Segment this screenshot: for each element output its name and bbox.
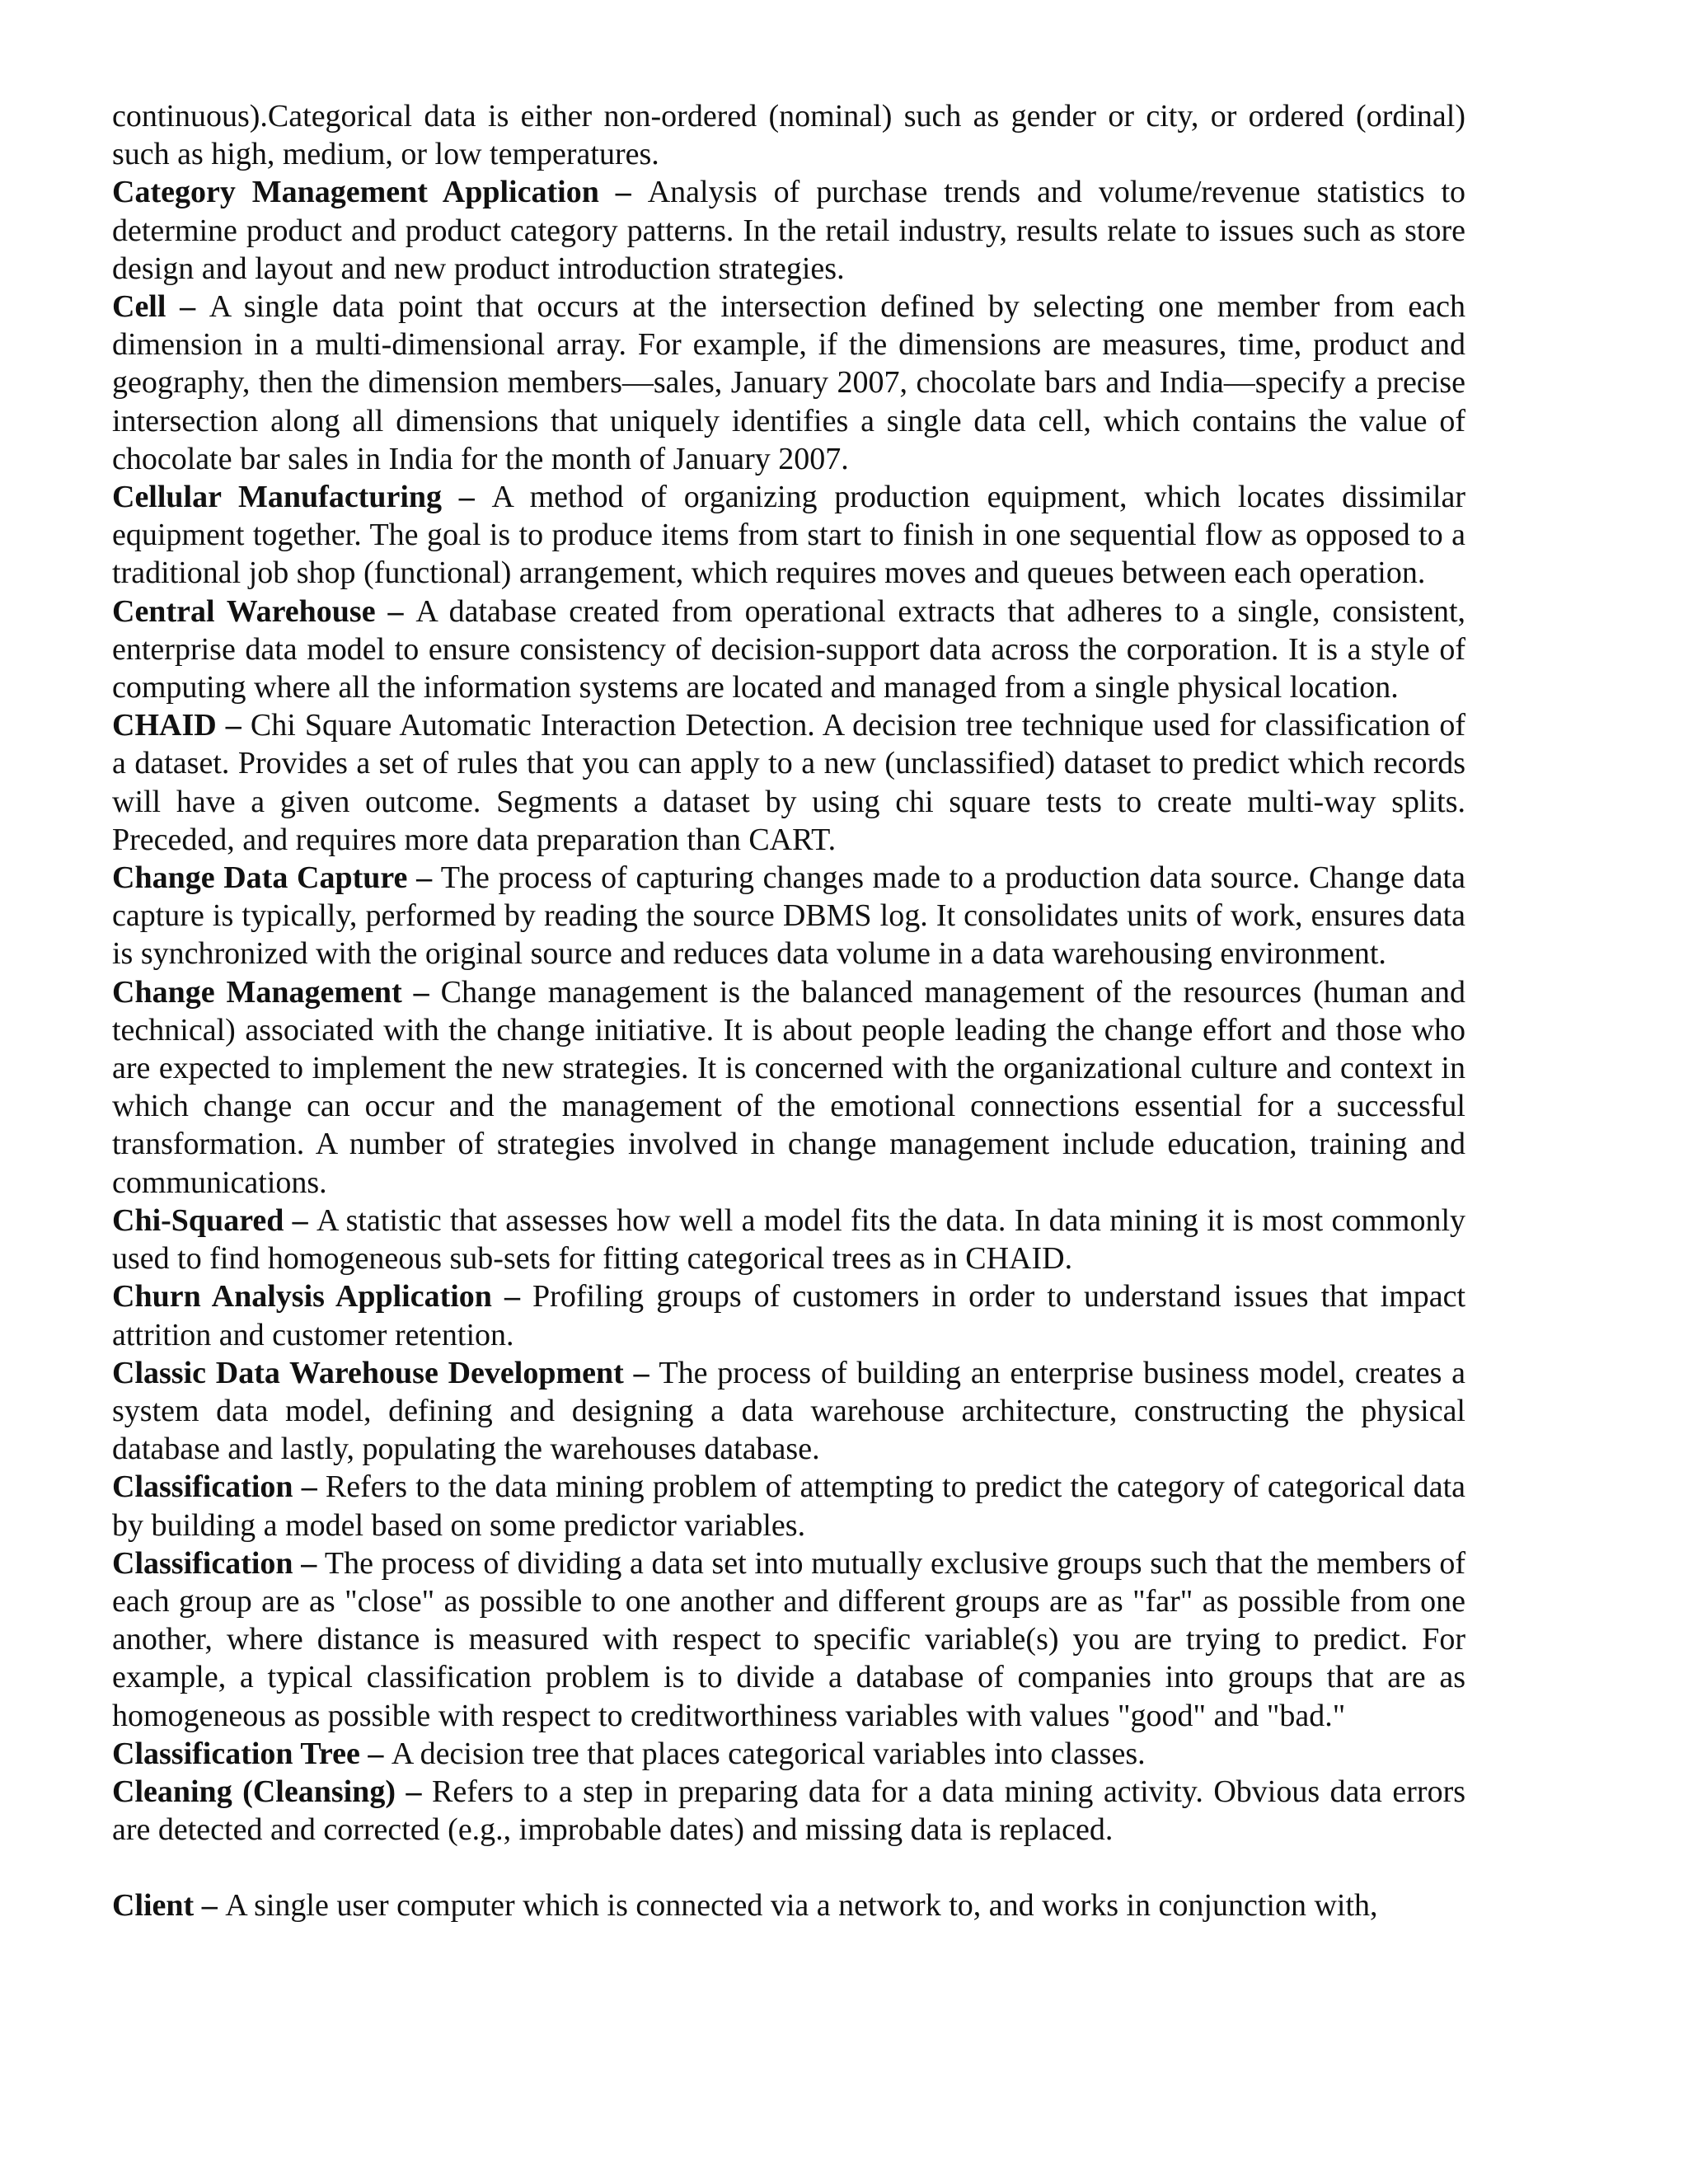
- entry-definition: Analysis of purchase trends and volume/revenue statistics to determine product and product category patterns. In the retail industry, results relate to issues such as store design and layout and new product introduction strategies.: [112, 175, 1465, 286]
- entry-term: Classification: [112, 1545, 293, 1581]
- glossary-entry-cell: [112, 288, 1465, 478]
- glossary-entry-chi-squared: [112, 1202, 1465, 1277]
- entry-dash: –: [216, 708, 251, 743]
- entry-term: Category Management Application: [112, 175, 599, 210]
- entry-definition: Refers to the data mining problem of attempting to predict the category of categorical data by building a model based on some predictor variables.: [112, 1469, 1465, 1543]
- entry-definition: The process of dividing a data set into mutually exclusive groups such that the members of each group are as "close" as possible to one another and different groups are as "far" as possible from one another, where distance is measured with respect to specific variable(s) you are trying to predict. For example, a typical classification problem is to divide a database of companies into groups that are as homogeneous as possible with respect to creditworthiness variables with values "good" and "bad.": [112, 1545, 1465, 1733]
- glossary-entry-chaid: [112, 706, 1465, 859]
- entry-dash: –: [293, 1545, 325, 1581]
- entry-term: Cleaning (Cleansing): [112, 1774, 396, 1809]
- entry-dash: –: [623, 1355, 659, 1390]
- glossary-entry-change-management: [112, 973, 1465, 1202]
- glossary-entry-client: [112, 1886, 1465, 1924]
- entry-definition: A single user computer which is connected via a network to, and works in conjunction with,: [225, 1888, 1378, 1924]
- entry-dash: –: [442, 480, 492, 515]
- entry-term: Client: [112, 1888, 195, 1924]
- entry-term: Cell: [112, 289, 166, 325]
- entry-dash: –: [375, 593, 416, 629]
- entry-dash: –: [194, 1888, 226, 1924]
- entry-definition: Chi Square Automatic Interaction Detection. A decision tree technique used for classification of a dataset. Provides a set of rules that you can apply to a new (unclassified) dataset to predict which records will have a given outcome. Segments a dataset by using chi square tests to create multi-way splits. Preceded, and requires more data preparation than CART.: [112, 708, 1466, 857]
- glossary-entry-continuation: [112, 97, 1465, 173]
- entry-term: Classification Tree: [112, 1736, 360, 1771]
- entry-dash: –: [284, 1202, 316, 1238]
- entry-dash: –: [359, 1736, 392, 1771]
- entry-definition: Refers to a step in preparing data for a data mining activity. Obvious data errors are detected and corrected (e.g., improbable dates) and missing data is replaced.: [112, 1774, 1466, 1848]
- entry-dash: –: [598, 175, 648, 210]
- glossary-entry-cellular-manufacturing: [112, 478, 1465, 593]
- entry-definition: The process of building an enterprise business model, creates a system data model, defining and designing a data warehouse architecture, constructing the physical database and lastly, populating the warehouses database.: [112, 1355, 1465, 1467]
- entry-definition: A statistic that assesses how well a model fits the data. In data mining it is most commonly used to find homogeneous sub-sets for fitting categorical trees as in CHAID.: [112, 1202, 1466, 1277]
- entry-definition: Change management is the balanced management of the resources (human and technical) associated with the change initiative. It is about people leading the change effort and those who are expected to implement the new strategies. It is concerned with the organizational culture and context in which change can occur and the management of the emotional connections essential for a successful transformation. A number of strategies involved in change management include education, training and communications.: [112, 974, 1465, 1200]
- entry-term: Central Warehouse: [112, 593, 376, 629]
- entry-definition: continuous).Categorical data is either non-ordered (nominal) such as gender or city, or ordered (ordinal) such as high, medium, or low temperatures.: [112, 99, 1465, 172]
- entry-term: Change Management: [112, 974, 402, 1010]
- entry-term: Classic Data Warehouse Development: [112, 1355, 624, 1390]
- glossary-entry-classification-2: [112, 1544, 1465, 1735]
- glossary-entry-churn-analysis-application: [112, 1277, 1465, 1353]
- entry-dash: –: [407, 860, 441, 896]
- entry-term: Chi-Squared: [112, 1202, 284, 1238]
- entry-dash: –: [395, 1774, 432, 1809]
- glossary-entry-category-management-application: [112, 173, 1465, 288]
- entry-dash: –: [166, 289, 209, 325]
- entry-term: Cellular Manufacturing: [112, 480, 443, 515]
- entry-definition: The process of capturing changes made to a production data source. Change data capture is typically, performed by reading the source DBMS log. It consolidates units of work, ensures data is synchronized with the original source and reduces data volume in a data warehousing environment.: [112, 860, 1465, 972]
- glossary-entry-central-warehouse: [112, 593, 1465, 707]
- entry-term: Classification: [112, 1469, 293, 1505]
- entry-definition: A method of organizing production equipment, which locates dissimilar equipment together. The goal is to produce items from start to finish in one sequential flow as opposed to a traditional job shop (functional) arrangement, which requires moves and queues between each operation.: [112, 480, 1466, 591]
- glossary-entry-classic-data-warehouse-development: [112, 1354, 1465, 1469]
- entry-definition: A database created from operational extracts that adheres to a single, consistent, enterprise data model to ensure consistency of decision-support data across the corporation. It is a style of computing where all the information systems are located and managed from a single physical location.: [112, 593, 1465, 705]
- entry-dash: –: [491, 1279, 533, 1315]
- glossary-entry-change-data-capture: [112, 859, 1465, 973]
- entry-definition: A decision tree that places categorical variables into classes.: [391, 1736, 1146, 1771]
- entry-dash: –: [401, 974, 441, 1010]
- entry-dash: –: [293, 1469, 326, 1505]
- entry-term: CHAID: [112, 708, 217, 743]
- glossary-page: [112, 97, 1465, 1925]
- glossary-entry-classification-tree: [112, 1735, 1465, 1773]
- entry-term: Churn Analysis Application: [112, 1279, 492, 1315]
- entry-definition: A single data point that occurs at the intersection defined by selecting one member from each dimension in a multi-dimensional array. For example, if the dimensions are measures, time, product and geography, then the dimension members—sales, January 2007, chocolate bars and India—specify a precise intersection along all dimensions that uniquely identifies a single data cell, which contains the value of chocolate bar sales in India for the month of January 2007.: [112, 289, 1466, 476]
- entry-definition: Profiling groups of customers in order to understand issues that impact attrition and customer retention.: [112, 1279, 1465, 1352]
- entry-term: Change Data Capture: [112, 860, 408, 896]
- glossary-entry-cleaning-cleansing: [112, 1773, 1465, 1849]
- glossary-entry-classification-1: [112, 1468, 1465, 1544]
